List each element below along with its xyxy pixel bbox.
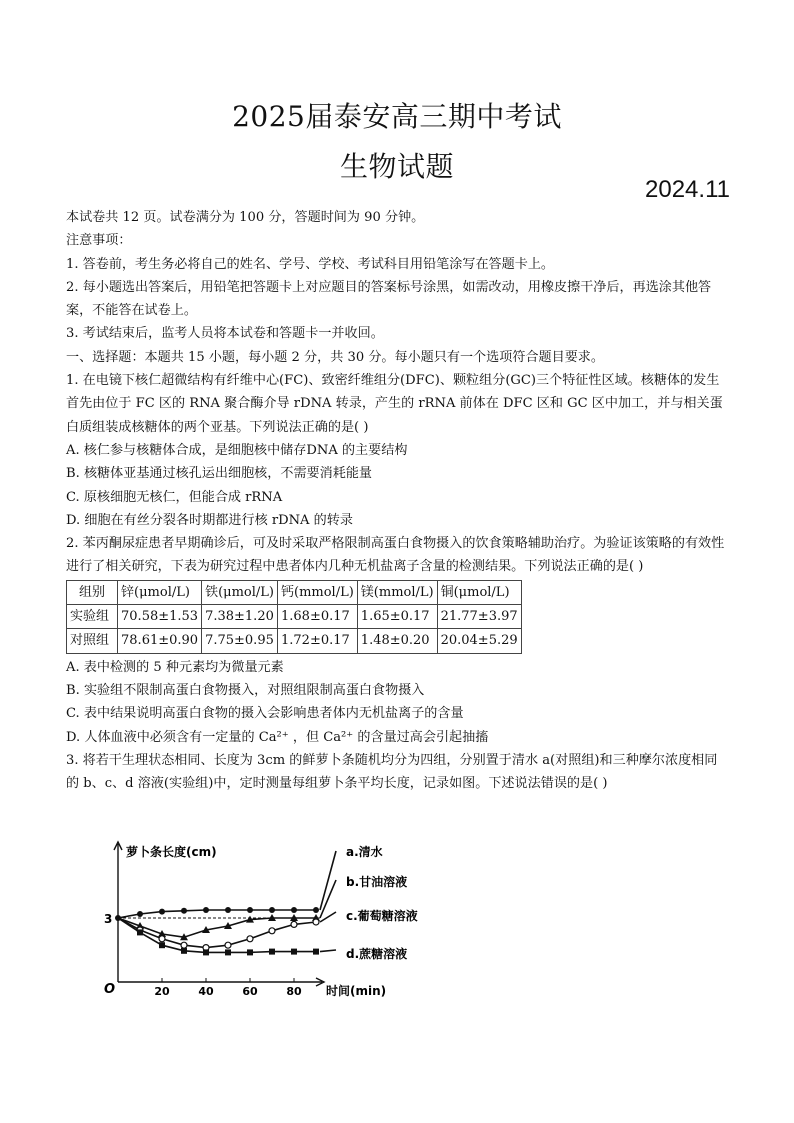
q1-option-b: B. 核糖体亚基通过核孔运出细胞核，不需要消耗能量: [66, 466, 373, 482]
data-point: [247, 936, 253, 942]
table-header-cell: 组别: [67, 580, 118, 604]
exam-date: 2024.11: [645, 176, 730, 203]
x-tick-label: 80: [286, 985, 302, 998]
data-point: [225, 942, 231, 948]
series-pointer: [320, 851, 336, 910]
x-axis-label: 时间(min): [326, 984, 387, 998]
legend-label: b.甘油溶液: [346, 875, 408, 889]
data-point: [137, 929, 143, 935]
table-header-row: [67, 580, 522, 604]
data-point: [291, 949, 297, 955]
table-cell: 21.77±3.97: [437, 605, 521, 629]
data-point: [269, 907, 275, 913]
q2-option-d: D. 人体血液中必须含有一定量的 Ca²⁺ ，但 Ca²⁺ 的含量过高会引起抽搐: [66, 729, 489, 745]
q2-option-c: C. 表中结果说明高蛋白食物的摄入会影响患者体内无机盐离子的含量: [66, 706, 464, 722]
table-cell: 1.72±0.17: [278, 629, 358, 653]
data-point: [313, 919, 319, 925]
table-cell: 20.04±5.29: [437, 629, 521, 653]
exam-subtitle: 生物试题: [339, 150, 454, 183]
data-point: [159, 909, 165, 915]
legend-label: d.蔗糖溶液: [346, 947, 408, 961]
series-line-4: [118, 918, 316, 952]
table-cell: 实验组: [67, 605, 118, 629]
data-point: [159, 942, 165, 948]
table-header-cell: 铜(μmol/L): [437, 580, 521, 604]
q1-stem: 1. 在电镜下核仁超微结构有纤维中心(FC)、致密纤维组分(DFC)、颗粒组分(GC)三个特征性区域。核糖体的发生首先由位于 FC 区的 RNA 聚合酶介导 rDNA 转录，产生的 rRNA 前体在 DFC 区和 GC 区中加工，并与相关蛋白质组装成核糖体的两个亚基。下列说法正确的是( ): [66, 373, 723, 435]
data-point: [181, 948, 187, 954]
table-cell: 78.61±0.90: [118, 629, 202, 653]
table-cell: 1.48±0.20: [357, 629, 437, 653]
x-tick-label: 40: [198, 985, 214, 998]
origin-label: O: [104, 982, 116, 997]
note-item: 1. 答卷前，考生务必将自己的姓名、学号、学校、考试科目用铅笔涂写在答题卡上。: [66, 256, 555, 272]
q2-option-a: A. 表中检测的 5 种元素均为微量元素: [66, 659, 284, 675]
exam-body: [66, 206, 730, 795]
y-tick-label: 3: [104, 912, 113, 926]
data-point: [159, 936, 165, 942]
x-tick-label: 20: [154, 985, 170, 998]
data-point: [225, 949, 231, 955]
table-header-cell: 镁(mmol/L): [357, 580, 437, 604]
series-line-3: [118, 918, 316, 948]
data-point: [137, 911, 143, 917]
table-cell: 70.58±1.53: [118, 605, 202, 629]
q1-option-c: C. 原核细胞无核仁，但能合成 rRNA: [66, 489, 283, 505]
data-point: [203, 907, 209, 913]
radish-length-chart: [96, 830, 456, 1000]
q2-option-b: B. 实验组不限制高蛋白食物摄入，对照组限制高蛋白食物摄入: [66, 682, 425, 698]
q2-stem: 2. 苯丙酮尿症患者早期确诊后，可及时采取严格限制高蛋白食物摄入的饮食策略辅助治疗。为验证该策略的有效性进行了相关研究，下表为研究过程中患者体内几种无机盐离子含量的检测结果。下列说法正确的是( ): [66, 536, 725, 575]
q1-option-a: A. 核仁参与核糖体合成，是细胞核中储存DNA 的主要结构: [66, 442, 408, 458]
legend-label: c.葡萄糖溶液: [346, 909, 418, 923]
table-cell: 1.68±0.17: [278, 605, 358, 629]
series-pointer: [320, 950, 336, 952]
table-cell: 1.65±0.17: [357, 605, 437, 629]
series-line-1: [118, 910, 316, 918]
table-header-cell: 钙(mmol/L): [278, 580, 358, 604]
data-point: [203, 949, 209, 955]
data-point: [313, 907, 319, 913]
table-cell: 7.75±0.95: [202, 629, 278, 653]
data-point: [291, 907, 297, 913]
ion-table: [66, 580, 522, 654]
q1-option-d: D. 细胞在有丝分裂各时期都进行核 rDNA 的转录: [66, 512, 353, 528]
data-point: [247, 949, 253, 955]
q3-stem: 3. 将若干生理状态相同、长度为 3cm 的鲜萝卜条随机均分为四组，分别置于清水 a(对照组)和三种摩尔浓度相同的 b、c、d 溶液(实验组)中，定时测量每组萝卜条平均长度，记录如图。下述说法错误的是( ): [66, 752, 718, 792]
table-cell: 7.38±1.20: [202, 605, 278, 629]
table-cell: 对照组: [67, 629, 118, 653]
notes-title: 注意事项：: [66, 233, 132, 249]
table-row: [67, 629, 522, 653]
series-line-2: [118, 918, 316, 937]
y-axis-label: 萝卜条长度(cm): [126, 845, 217, 859]
intro-line: 本试卷共 12 页。试卷满分为 100 分，答题时间为 90 分钟。: [66, 210, 425, 225]
table-row: [67, 605, 522, 629]
data-point: [291, 921, 297, 927]
note-item: 2. 每小题选出答案后，用铅笔把答题卡上对应题目的答案标号涂黑，如需改动，用橡皮擦干净后，再选涂其他答案，不能答在试卷上。: [66, 279, 712, 319]
legend-label: a.清水: [346, 845, 383, 859]
data-point: [269, 928, 275, 934]
data-point: [181, 908, 187, 914]
data-point: [225, 907, 231, 913]
section-heading: 一、选择题：本题共 15 小题，每小题 2 分，共 30 分。每小题只有一个选项符合题目要求。: [66, 349, 604, 365]
table-header-cell: 铁(μmol/L): [202, 580, 278, 604]
data-point: [247, 907, 253, 913]
start-point: [115, 915, 121, 921]
note-item: 3. 考试结束后，监考人员将本试卷和答题卡一并收回。: [66, 326, 384, 342]
table-header-cell: 锌(μmol/L): [118, 580, 202, 604]
data-point: [181, 942, 187, 948]
data-point: [313, 949, 319, 955]
exam-title: 2025届泰安高三期中考试: [232, 100, 562, 133]
x-tick-label: 60: [242, 985, 258, 998]
data-point: [269, 949, 275, 955]
